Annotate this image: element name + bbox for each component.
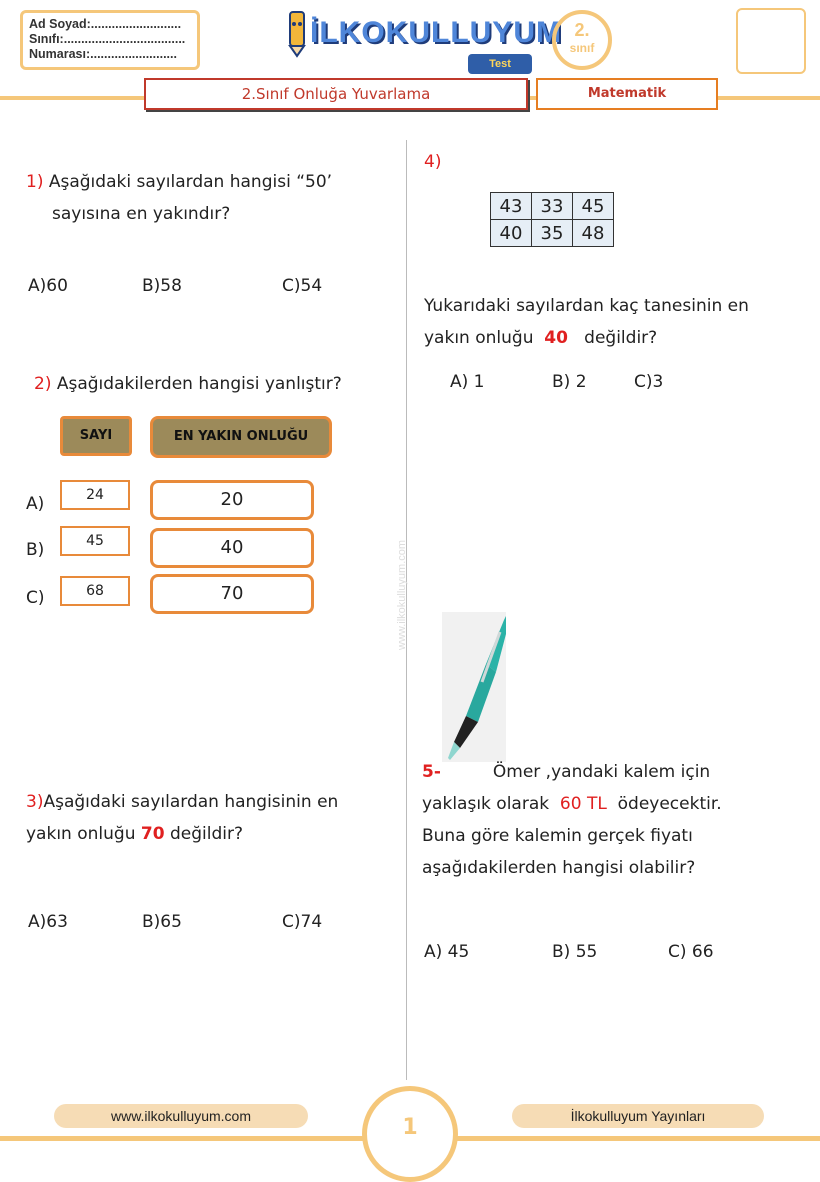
logo-text: İLKOKULLUYUM [310,16,562,49]
q2-row-c-number: 68 [60,576,130,606]
question-1-line1: Aşağıdaki sayılardan hangisi “50’ [48,172,333,192]
q2-row-a-label[interactable]: A) [26,494,45,514]
q2-row-c-ten: 70 [150,574,314,614]
score-box [736,8,806,74]
grid-cell: 35 [532,220,573,247]
grade-badge [552,10,612,70]
question-4-number-text: 4) [424,152,442,172]
pen-illustration [442,612,506,762]
question-5-line4: aşağıdakilerden hangisi olabilir? [422,858,696,878]
watermark: www.ilkokulluyum.com [396,539,408,650]
class-line: Sınıfı:................................... [29,32,186,46]
grid-cell: 43 [491,193,532,220]
question-5 [422,756,812,884]
worksheet-title: 2.Sınıf Onluğa Yuvarlama [144,78,528,110]
grid-cell: 40 [491,220,532,247]
nearest-ten-header: EN YAKIN ONLUĞU [150,416,332,458]
grade-number: 2. [574,20,590,40]
q4-option-a[interactable]: A) 1 [450,372,485,392]
test-badge: Test [468,54,532,74]
q1-option-c[interactable]: C)54 [282,276,323,296]
q4-option-b[interactable]: B) 2 [552,372,587,392]
footer-website-link[interactable]: www.ilkokulluyum.com [54,1104,308,1128]
q5-option-c[interactable]: C) 66 [668,942,714,962]
q2-row-a-ten: 20 [150,480,314,520]
number-line: Numarası:......................... [29,47,177,61]
question-4-value: 40 [544,328,568,348]
q2-row-b-ten: 40 [150,528,314,568]
q2-row-a-number: 24 [60,480,130,510]
question-2 [34,368,404,400]
question-3-number: 3) [26,792,44,812]
grid-cell: 45 [573,193,614,220]
grid-row [491,193,614,220]
question-3-line2-pre: yakın onluğu [26,824,136,844]
question-5-number: 5- [422,762,441,782]
q1-option-a[interactable]: A)60 [28,276,68,296]
question-3-line2-post: değildir? [169,824,243,844]
question-1 [26,166,396,230]
number-header: SAYI [60,416,132,456]
question-1-number: 1) [26,172,44,192]
question-1-line2: sayısına en yakındır? [52,204,231,224]
q2-row-c-label[interactable]: C) [26,588,45,608]
q2-row-b-number: 45 [60,526,130,556]
question-3-value: 70 [140,824,165,844]
q5-option-a[interactable]: A) 45 [424,942,470,962]
page-number-badge [362,1086,458,1182]
page-number: 1 [402,1115,418,1140]
number-grid [490,192,614,247]
question-5-line3: Buna göre kalemin gerçek fiyatı [422,826,693,846]
footer-publisher: İlkokulluyum Yayınları [512,1104,764,1128]
question-3-line1: Aşağıdaki sayılardan hangisinin en [43,792,339,812]
grid-cell: 33 [532,193,573,220]
question-4-line2-post: değildir? [584,328,658,348]
q5-option-b[interactable]: B) 55 [552,942,598,962]
brand-logo [282,6,562,76]
question-2-number: 2) [34,374,52,394]
q3-option-b[interactable]: B)65 [142,912,182,932]
question-2-text: Aşağıdakilerden hangisi yanlıştır? [56,374,342,394]
grade-label: sınıf [569,41,595,55]
question-3 [26,786,396,850]
question-5-line2-post: ödeyecektir. [617,794,722,814]
q3-option-c[interactable]: C)74 [282,912,323,932]
question-4-number [424,146,441,178]
name-line: Ad Soyad:.......................... [29,17,182,31]
subject-label: Matematik [536,78,718,110]
q2-row-b-label[interactable]: B) [26,540,45,560]
q1-option-b[interactable]: B)58 [142,276,182,296]
question-4-line2-pre: yakın onluğu [424,328,534,348]
question-5-line2-pre: yaklaşık olarak [422,794,550,814]
grid-row [491,220,614,247]
question-4 [424,290,814,354]
grid-cell: 48 [573,220,614,247]
q3-option-a[interactable]: A)63 [28,912,68,932]
question-5-value: 60 TL [559,794,607,814]
question-4-line1: Yukarıdaki sayılardan kaç tanesinin en [424,296,749,316]
q4-option-c[interactable]: C)3 [634,372,664,392]
question-5-line1: Ömer ,yandaki kalem için [492,762,711,782]
student-info-box [20,10,200,70]
pencil-mascot-icon [282,8,312,58]
